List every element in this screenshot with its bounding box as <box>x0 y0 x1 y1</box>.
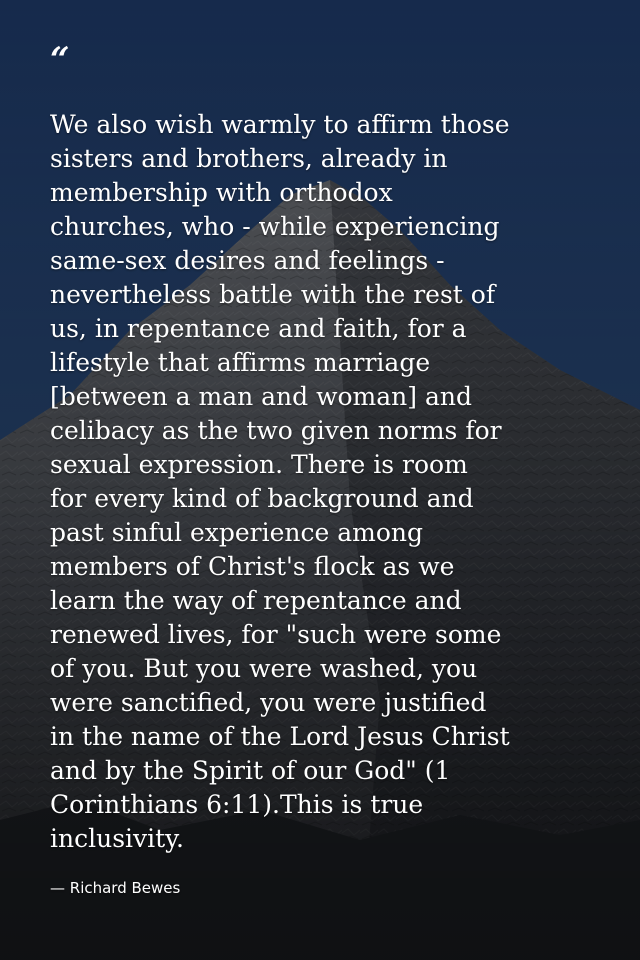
quote-author: — Richard Bewes <box>50 879 181 897</box>
quote-card <box>50 40 610 898</box>
quote-mark-icon: “ <box>50 40 70 80</box>
quote-text: We also wish warmly to affirm those sisters and brothers, already in membership with orthodox churches, who - while experiencing same-sex desires and feelings - nevertheless battle with the rest of us, in repentance and faith, for a lifestyle that affirms marriage [between a man and woman] and celibacy as the two given norms for sexual expression. There is room for every kind of background and past sinful experience among members of Christ's flock as we learn the way of repentance and renewed lives, for "such were some of you. But you were washed, you were sanctified, you were justified in the name of the Lord Jesus Christ and by the Spirit of our God" (1 Corinthians 6:11).This is true inclusivity. <box>50 110 510 853</box>
